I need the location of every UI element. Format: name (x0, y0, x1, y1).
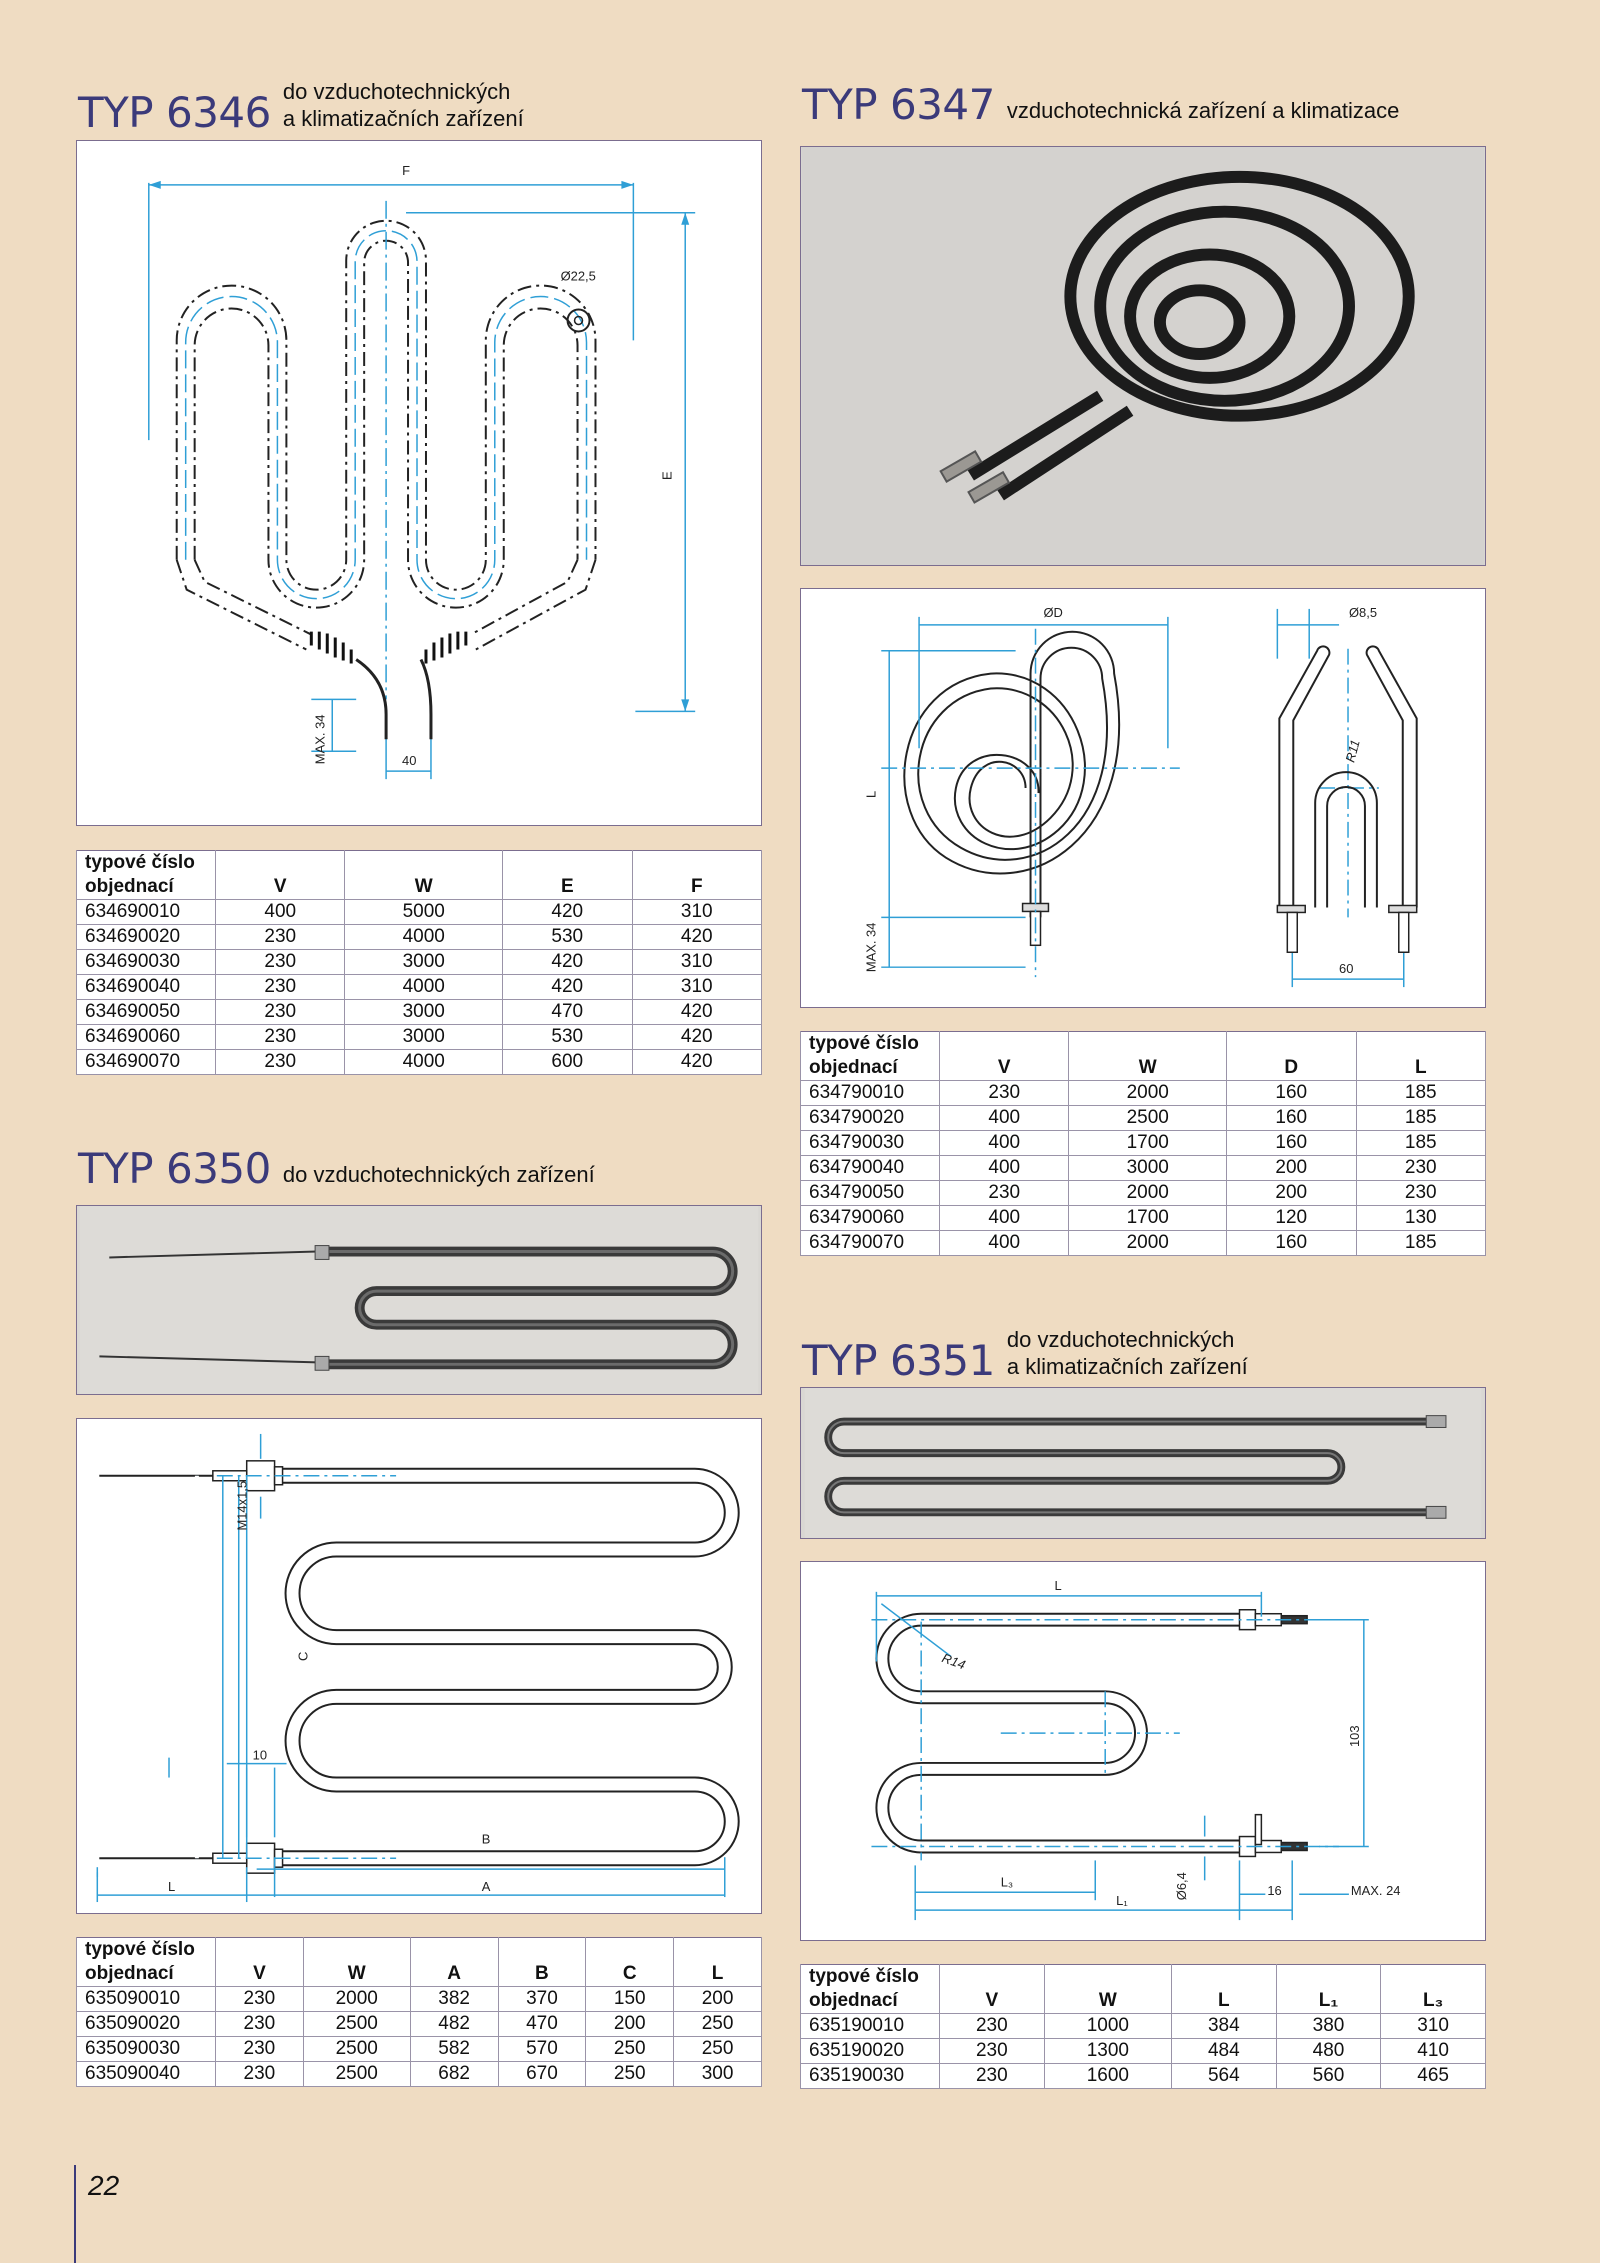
type-subtitle: do vzduchotechnických a klimatizačních zařízení (1006, 1327, 1248, 1379)
value-cell: 384 (1172, 2014, 1277, 2039)
dim-64: Ø6,4 (1173, 1872, 1189, 1901)
dim-L: L (863, 790, 879, 798)
photo-6347 (800, 146, 1486, 566)
table-column-header: W (1044, 1989, 1171, 2014)
table-row (77, 1025, 762, 1050)
value-cell: 2500 (303, 2062, 410, 2087)
table-header-order-label: objednací (801, 1989, 940, 2014)
dim-M: M14x1,5 (234, 1480, 250, 1531)
value-cell: 564 (1172, 2064, 1277, 2089)
value-cell: 2000 (303, 1987, 410, 2012)
table-row (801, 1131, 1486, 1156)
dim-10: 10 (252, 1747, 268, 1763)
value-cell: 420 (632, 1050, 761, 1075)
table-column-header: V (940, 1989, 1045, 2014)
type-title: TYP 6347 (802, 80, 995, 129)
value-cell: 1700 (1069, 1206, 1227, 1231)
table-header-order-label: objednací (801, 1056, 940, 1081)
table-column-header: W (345, 875, 503, 900)
value-cell: 560 (1276, 2064, 1381, 2089)
table-row (77, 975, 762, 1000)
value-cell: 480 (1276, 2039, 1381, 2064)
value-cell: 230 (216, 1050, 345, 1075)
table-row (801, 1206, 1486, 1231)
drawing-6346 (76, 140, 762, 826)
table-row (77, 900, 762, 925)
value-cell: 310 (632, 975, 761, 1000)
value-cell: 410 (1381, 2039, 1486, 2064)
table-row (801, 1156, 1486, 1181)
value-cell: 4000 (345, 925, 503, 950)
table-header-order-label: objednací (77, 1962, 216, 1987)
order-number-cell: 634690070 (77, 1050, 216, 1075)
dim-R11: R11 (1342, 738, 1363, 764)
value-cell: 470 (503, 1000, 632, 1025)
value-cell: 150 (586, 1987, 674, 2012)
value-cell: 420 (503, 975, 632, 1000)
table-column-header: W (303, 1962, 410, 1987)
value-cell: 230 (216, 1025, 345, 1050)
spec-table-6347 (800, 1031, 1486, 1256)
value-cell: 120 (1227, 1206, 1356, 1231)
order-number-cell: 635090010 (77, 1987, 216, 2012)
table-row (77, 2062, 762, 2087)
table-header-order-label: typové číslo (801, 1032, 940, 1057)
order-number-cell: 635190030 (801, 2064, 940, 2089)
table-row (801, 1181, 1486, 1206)
value-cell: 600 (503, 1050, 632, 1075)
dim-A: A (481, 1879, 491, 1895)
type-title: TYP 6350 (78, 1144, 271, 1193)
table-column-header: V (940, 1056, 1069, 1081)
table-row (801, 2039, 1486, 2064)
dim-40: 40 (402, 753, 417, 769)
value-cell: 370 (498, 1987, 586, 2012)
table-column-header: D (1227, 1056, 1356, 1081)
value-cell: 230 (216, 2062, 304, 2087)
order-number-cell: 634790020 (801, 1106, 940, 1131)
table-header-order-label: objednací (77, 875, 216, 900)
value-cell: 484 (1172, 2039, 1277, 2064)
table-row (77, 2012, 762, 2037)
value-cell: 420 (632, 1000, 761, 1025)
value-cell: 200 (586, 2012, 674, 2037)
table-column-header: C (586, 1962, 674, 1987)
page-number: 22 (88, 2170, 120, 2201)
value-cell: 4000 (345, 975, 503, 1000)
spec-table-6346 (76, 850, 762, 1075)
value-cell: 230 (216, 2037, 304, 2062)
dim-max: MAX. 34 (312, 714, 328, 765)
spec-table-6351 (800, 1964, 1486, 2089)
value-cell: 1000 (1044, 2014, 1171, 2039)
heading-6351 (802, 1326, 1248, 1385)
table-row (77, 1000, 762, 1025)
value-cell: 185 (1356, 1106, 1485, 1131)
value-cell: 310 (1381, 2014, 1486, 2039)
value-cell: 5000 (345, 900, 503, 925)
value-cell: 420 (632, 925, 761, 950)
value-cell: 230 (940, 2014, 1045, 2039)
order-number-cell: 634690030 (77, 950, 216, 975)
value-cell: 1700 (1069, 1131, 1227, 1156)
value-cell: 570 (498, 2037, 586, 2062)
value-cell: 160 (1227, 1131, 1356, 1156)
value-cell: 200 (1227, 1181, 1356, 1206)
order-number-cell: 634690050 (77, 1000, 216, 1025)
value-cell: 130 (1356, 1206, 1485, 1231)
value-cell: 2500 (303, 2037, 410, 2062)
value-cell: 3000 (1069, 1156, 1227, 1181)
table-column-header: L (674, 1962, 762, 1987)
value-cell: 160 (1227, 1106, 1356, 1131)
table-column-header: A (410, 1962, 498, 1987)
value-cell: 230 (216, 2012, 304, 2037)
value-cell: 3000 (345, 950, 503, 975)
order-number-cell: 635090040 (77, 2062, 216, 2087)
value-cell: 2500 (303, 2012, 410, 2037)
value-cell: 310 (632, 900, 761, 925)
type-title: TYP 6351 (802, 1336, 995, 1385)
value-cell: 400 (940, 1231, 1069, 1256)
dim-L3: L₃ (1000, 1874, 1014, 1890)
value-cell: 230 (216, 950, 345, 975)
order-number-cell: 634690040 (77, 975, 216, 1000)
photo-6350 (76, 1205, 762, 1395)
photo-6351 (800, 1387, 1486, 1539)
value-cell: 250 (586, 2037, 674, 2062)
value-cell: 530 (503, 925, 632, 950)
value-cell: 200 (674, 1987, 762, 2012)
dim-R14: R14 (940, 1650, 968, 1673)
heading-6350 (78, 1144, 595, 1193)
value-cell: 230 (216, 925, 345, 950)
value-cell: 465 (1381, 2064, 1486, 2089)
dim-60: 60 (1339, 961, 1354, 977)
value-cell: 230 (216, 1987, 304, 2012)
value-cell: 400 (940, 1106, 1069, 1131)
table-column-header: L (1356, 1056, 1485, 1081)
table-row (801, 1081, 1486, 1106)
value-cell: 310 (632, 950, 761, 975)
table-row (801, 1106, 1486, 1131)
value-cell: 420 (503, 900, 632, 925)
value-cell: 530 (503, 1025, 632, 1050)
dim-85: Ø8,5 (1349, 604, 1378, 620)
drawing-6350 (76, 1418, 762, 1914)
value-cell: 2000 (1069, 1081, 1227, 1106)
value-cell: 185 (1356, 1081, 1485, 1106)
heading-6346 (78, 78, 524, 137)
table-row (801, 2014, 1486, 2039)
table-column-header: E (503, 875, 632, 900)
table-column-header: V (216, 1962, 304, 1987)
order-number-cell: 635190010 (801, 2014, 940, 2039)
value-cell: 230 (216, 1000, 345, 1025)
value-cell: 230 (940, 2064, 1045, 2089)
dim-103: 103 (1346, 1725, 1362, 1748)
table-row (77, 1050, 762, 1075)
dim-16: 16 (1267, 1883, 1282, 1899)
table-column-header: L₃ (1381, 1989, 1486, 2014)
order-number-cell: 634790030 (801, 1131, 940, 1156)
value-cell: 470 (498, 2012, 586, 2037)
value-cell: 230 (1356, 1156, 1485, 1181)
dim-L: L (168, 1879, 176, 1895)
page-margin-bar (74, 2165, 76, 2263)
value-cell: 230 (940, 1081, 1069, 1106)
value-cell: 200 (1227, 1156, 1356, 1181)
value-cell: 250 (674, 2012, 762, 2037)
dim-dia: Ø22,5 (560, 268, 596, 284)
value-cell: 400 (940, 1156, 1069, 1181)
value-cell: 670 (498, 2062, 586, 2087)
dim-L1: L₁ (1116, 1893, 1128, 1909)
value-cell: 2000 (1069, 1231, 1227, 1256)
table-row (801, 2064, 1486, 2089)
order-number-cell: 634790070 (801, 1231, 940, 1256)
value-cell: 230 (1356, 1181, 1485, 1206)
dim-max: MAX. 24 (1350, 1883, 1401, 1899)
heading-6347 (802, 80, 1400, 129)
table-row (801, 1231, 1486, 1256)
drawing-6351 (800, 1561, 1486, 1941)
dim-E: E (659, 471, 675, 481)
type-subtitle: do vzduchotechnických a klimatizačních zařízení (282, 79, 524, 131)
table-row (77, 950, 762, 975)
value-cell: 3000 (345, 1000, 503, 1025)
value-cell: 185 (1356, 1231, 1485, 1256)
dim-L: L (1054, 1577, 1062, 1593)
dim-max: MAX. 34 (863, 922, 879, 973)
order-number-cell: 634790060 (801, 1206, 940, 1231)
value-cell: 230 (940, 1181, 1069, 1206)
order-number-cell: 634690020 (77, 925, 216, 950)
table-column-header: F (632, 875, 761, 900)
order-number-cell: 634790040 (801, 1156, 940, 1181)
dim-F: F (402, 162, 410, 178)
order-number-cell: 635090020 (77, 2012, 216, 2037)
value-cell: 1300 (1044, 2039, 1171, 2064)
value-cell: 1600 (1044, 2064, 1171, 2089)
value-cell: 400 (940, 1206, 1069, 1231)
table-row (77, 925, 762, 950)
table-header-order-label: typové číslo (801, 1965, 940, 1990)
dim-B: B (481, 1831, 491, 1847)
value-cell: 185 (1356, 1131, 1485, 1156)
spec-table-6350 (76, 1937, 762, 2087)
value-cell: 160 (1227, 1081, 1356, 1106)
value-cell: 400 (940, 1131, 1069, 1156)
value-cell: 230 (216, 975, 345, 1000)
table-header-order-label: typové číslo (77, 851, 216, 876)
value-cell: 230 (940, 2039, 1045, 2064)
value-cell: 400 (216, 900, 345, 925)
value-cell: 380 (1276, 2014, 1381, 2039)
order-number-cell: 634790050 (801, 1181, 940, 1206)
dim-D: ØD (1043, 604, 1063, 620)
value-cell: 250 (586, 2062, 674, 2087)
type-title: TYP 6346 (78, 88, 271, 137)
type-subtitle: do vzduchotechnických zařízení (282, 1162, 595, 1187)
order-number-cell: 634690060 (77, 1025, 216, 1050)
table-row (77, 2037, 762, 2062)
table-column-header: L (1172, 1989, 1277, 2014)
order-number-cell: 634690010 (77, 900, 216, 925)
table-column-header: L₁ (1276, 1989, 1381, 2014)
value-cell: 2500 (1069, 1106, 1227, 1131)
type-subtitle: vzduchotechnická zařízení a klimatizace (1006, 98, 1400, 123)
table-row (77, 1987, 762, 2012)
value-cell: 582 (410, 2037, 498, 2062)
table-column-header: V (216, 875, 345, 900)
value-cell: 482 (410, 2012, 498, 2037)
dim-C: C (295, 1651, 311, 1662)
value-cell: 2000 (1069, 1181, 1227, 1206)
drawing-6347 (800, 588, 1486, 1008)
table-header-order-label: typové číslo (77, 1938, 216, 1963)
value-cell: 382 (410, 1987, 498, 2012)
value-cell: 160 (1227, 1231, 1356, 1256)
value-cell: 420 (503, 950, 632, 975)
order-number-cell: 635090030 (77, 2037, 216, 2062)
value-cell: 250 (674, 2037, 762, 2062)
value-cell: 300 (674, 2062, 762, 2087)
value-cell: 3000 (345, 1025, 503, 1050)
table-column-header: B (498, 1962, 586, 1987)
order-number-cell: 634790010 (801, 1081, 940, 1106)
table-column-header: W (1069, 1056, 1227, 1081)
value-cell: 420 (632, 1025, 761, 1050)
order-number-cell: 635190020 (801, 2039, 940, 2064)
value-cell: 4000 (345, 1050, 503, 1075)
value-cell: 682 (410, 2062, 498, 2087)
